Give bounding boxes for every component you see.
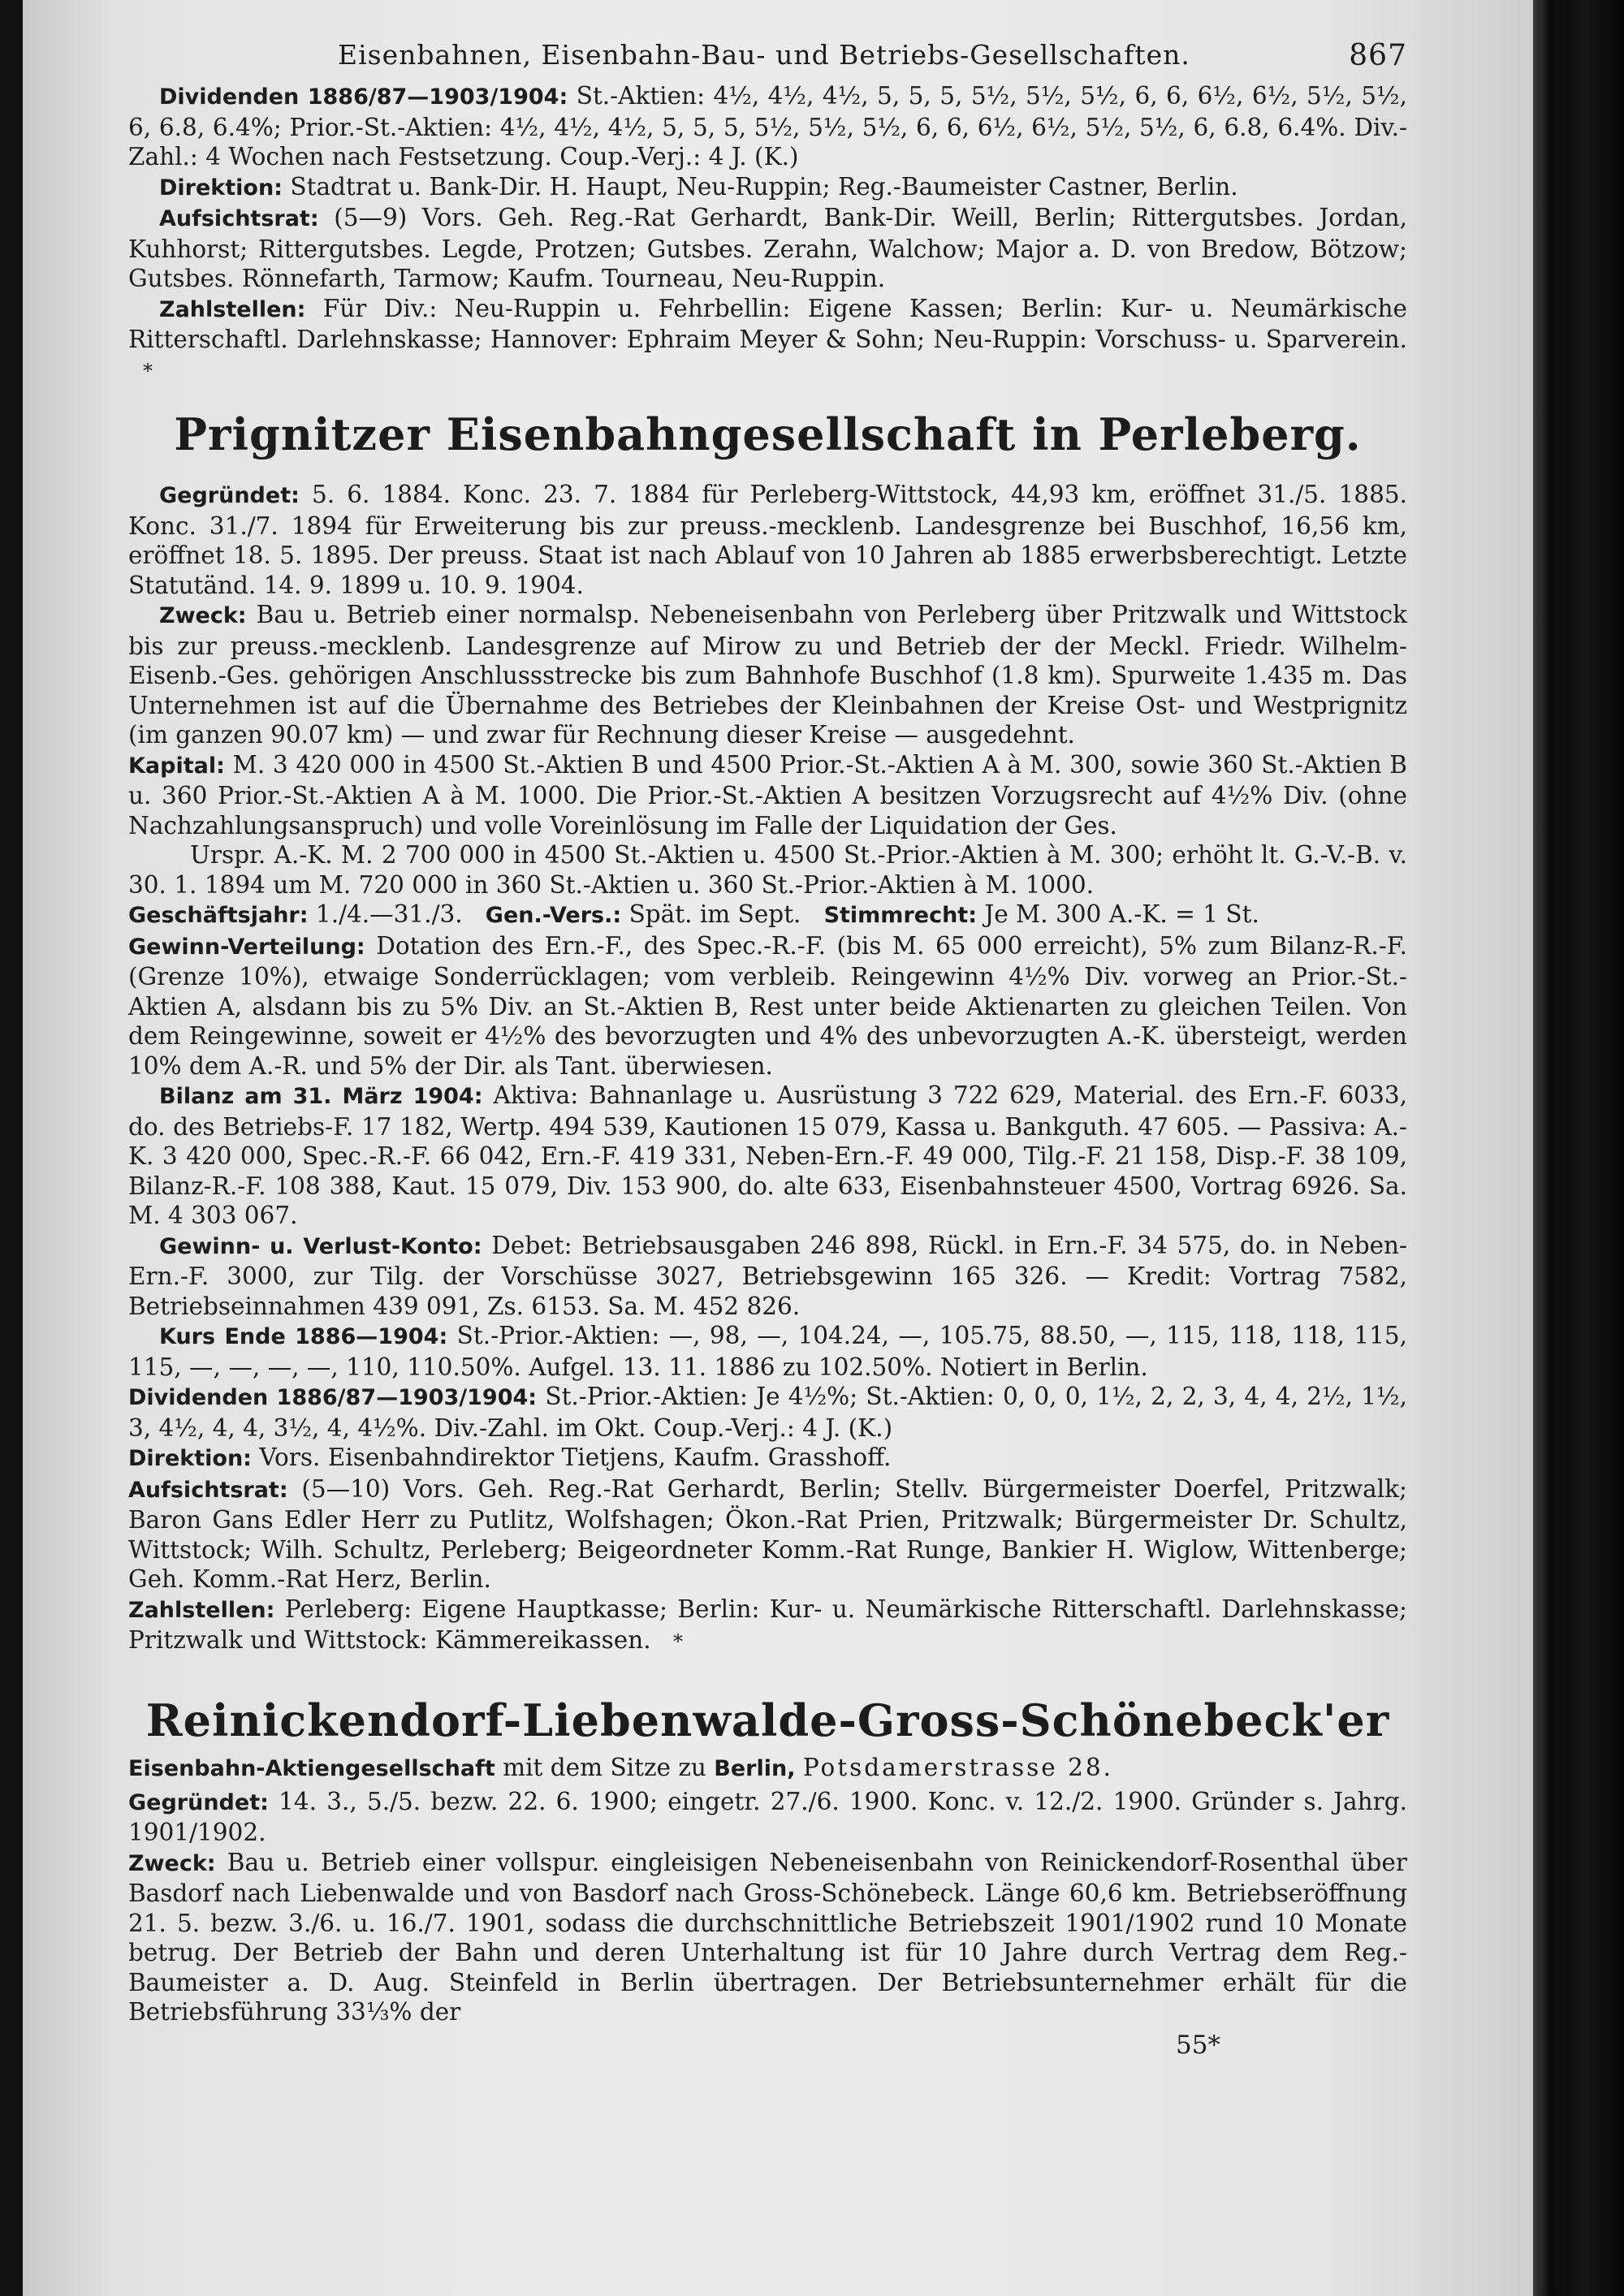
prev-aufsichtsrat xyxy=(128,203,1407,294)
prignitzer-gv-text: Spät. im Sept. xyxy=(628,900,801,928)
signature-mark: 55* xyxy=(1176,2030,1220,2060)
reinickendorf-gegruendet xyxy=(128,1787,1407,1848)
prignitzer-kapital-urspr: Urspr. A.-K. M. 2 700 000 in 4500 St.-Aktien u. 4500 St.-Prior.-Aktien à M. 300; erhöht lt. G.-V.-B. v. 30. 1. 1894 um M. 720 000 in 360 St.-Aktien u. 360 St.-Prior.-Aktien à M. 1000. xyxy=(128,841,1407,899)
prev-zahlstellen-label: Zahlstellen: xyxy=(159,296,306,322)
prev-direktion-text: Stadtrat u. Bank-Dir. H. Haupt, Neu-Ruppin; Reg.-Baumeister Castner, Berlin. xyxy=(290,172,1238,201)
scan-left-edge xyxy=(0,0,23,2296)
prignitzer-div-label: Dividenden 1886/87—1903/1904: xyxy=(128,1385,538,1410)
reinickendorf-gegruendet-text: 14. 3., 5./5. bezw. 22. 6. 1900; eingetr. 27./6. 1900. Konc. v. 12./2. 1900. Gründer s. Jahrg. 1901/1902. xyxy=(128,1787,1407,1846)
prignitzer-stimm-label: Stimmrecht: xyxy=(823,903,977,928)
prignitzer-direktion-label: Direktion: xyxy=(128,1446,252,1471)
page-number: 867 xyxy=(1349,39,1407,72)
prev-end-star: * xyxy=(143,359,153,382)
prignitzer-kapital xyxy=(128,750,1407,841)
prignitzer-kurs xyxy=(128,1321,1407,1382)
prev-dividenden-text: St.-Aktien: 4½, 4½, 4½, 5, 5, 5, 5½, 5½, 5½, 6, 6, 6½, 6½, 5½, 5½, 6, 6.8, 6.4%; Prior.-St.-Aktien: 4½, 4½, 4½, 5, 5, 5, 5½, 5½, 5½, 6, 6, 6½, 6½, 5½, 5½, 6, 6.8, 6.4%. Div.-Zahl.: 4 Wochen nach Festsetzung. Coup.-Verj.: 4 J. (K.) xyxy=(128,82,1407,170)
prignitzer-ar-text: (5—10) Vors. Geh. Reg.-Rat Gerhardt, Berlin; Stellv. Bürgermeister Doerfel, Pritzwalk; Baron Gans Edler Herr zu Putlitz, Wolfshagen; Ökon.-Rat Prien, Pritzwalk; Bürgermeister Dr. Schultz, Wittstock; Wilh. Schultz, Perleberg; Beigeordneter Komm.-Rat Runge, Bankier H. Wiglow, Wittenberge; Geh. Komm.-Rat Herz, Berlin. xyxy=(128,1474,1407,1593)
prignitzer-gv-label: Gen.-Vers.: xyxy=(485,903,622,928)
prignitzer-kapital-text: M. 3 420 000 in 4500 St.-Aktien B und 4500 Prior.-St.-Aktien A à M. 300, sowie 360 St.-Aktien B u. 360 Prior.-St.-Aktien A à M. 1000. Die Prior.-St.-Aktien A besitzen Vorzugsrecht auf 4½% Div. (ohne Nachzahlungsanspruch) und volle Voreinlösung im Falle der Liquidation der Ges. xyxy=(128,750,1407,839)
reinickendorf-sub-addr: Potsdamerstrasse 28. xyxy=(802,1753,1113,1781)
prignitzer-stimm-text: Je M. 300 A.-K. = 1 St. xyxy=(984,900,1259,928)
page-content xyxy=(128,39,1407,2060)
prignitzer-gegruendet-label: Gegründet: xyxy=(159,483,300,508)
reinickendorf-sub-mid: mit dem Sitze zu xyxy=(503,1753,706,1781)
prignitzer-gj-label: Geschäftsjahr: xyxy=(128,903,309,928)
prignitzer-zweck-text: Bau u. Betrieb einer normalsp. Nebeneisenbahn von Perleberg über Pritzwalk und Wittstock bis zur preuss.-mecklenb. Landesgrenze auf Mirow zu und Betrieb der der Meckl. Friedr. Wilhelm-Eisenb.-Ges. gehörigen Anschlussstrecke bis zum Bahnhofe Buschhof (1.8 km). Spurweite 1.435 m. Das Unternehmen ist auf die Übernahme des Betriebes der Kleinbahnen der Kreise Ost- und Westprignitz (im ganzen 90.07 km) — und zwar für Rechnung dieser Kreise — ausgedehnt. xyxy=(128,601,1407,749)
prignitzer-kurs-label: Kurs Ende 1886—1904: xyxy=(159,1324,448,1349)
scan-right-edge xyxy=(1533,0,1624,2296)
prignitzer-geschaeftsjahr xyxy=(128,900,1407,931)
prignitzer-zahl-text: Perleberg: Eigene Hauptkasse; Berlin: Kur- u. Neumärkische Ritterschaftl. Darlehnskasse; Pritzwalk und Wittstock: Kämmereikassen. xyxy=(128,1595,1407,1654)
reinickendorf-gegruendet-label: Gegründet: xyxy=(128,1789,269,1815)
reinickendorf-sub-city: Berlin, xyxy=(714,1755,796,1781)
prignitzer-gegruendet-text: 5. 6. 1884. Konc. 23. 7. 1884 für Perleberg-Wittstock, 44,93 km, eröffnet 31./5. 1885. Konc. 31./7. 1894 für Erweiterung bis zur preuss.-mecklenb. Landesgrenze bei Buschhof, 16,56 km, eröffnet 18. 5. 1895. Der preuss. Staat ist nach Ablauf von 10 Jahren ab 1885 erwerbsberechtigt. Letzte Statutänd. 14. 9. 1899 u. 10. 9. 1904. xyxy=(128,481,1407,599)
prignitzer-guv xyxy=(128,1231,1407,1322)
prignitzer-gewinnvert-text: Dotation des Ern.-F., des Spec.-R.-F. (bis M. 65 000 erreicht), 5% zum Bilanz-R.-F. (Grenze 10%), etwaige Sonderrücklagen; vom verbleib. Reingewinn 4½% Div. vorweg an Prior.-St.-Aktien A, alsdann bis zu 5% Div. an St.-Aktien B, Rest unter beide Aktienarten zu gleichen Teilen. Von dem Reingewinne, soweit er 4½% des bevorzugten und 4% des unbevorzugten A.-K. übersteigt, werden 10% dem A.-R. und 5% der Dir. als Tant. überwiesen. xyxy=(128,931,1407,1080)
prignitzer-gewinnvert-label: Gewinn-Verteilung: xyxy=(128,934,365,960)
prignitzer-end-star: * xyxy=(672,1630,683,1653)
prignitzer-kurs-text: St.-Prior.-Aktien: —, 98, —, 104.24, —, 105.75, 88.50, —, 115, 118, 118, 115, 115, —, —, —, —, 110, 110.50%. Aufgel. 13. 11. 1886 zu 102.50%. Notiert in Berlin. xyxy=(128,1322,1407,1381)
prignitzer-bilanz-text: Aktiva: Bahnanlage u. Ausrüstung 3 722 629, Material. des Ern.-F. 6033, do. des Betriebs-F. 17 182, Wertp. 494 539, Kautionen 15 079, Kassa u. Bankguth. 47 605. — Passiva: A.-K. 3 420 000, Spec.-R.-F. 66 042, Ern.-F. 419 331, Neben-Ern.-F. 49 000, Tilg.-F. 21 158, Disp.-F. 38 109, Bilanz-R.-F. 108 388, Kaut. 15 079, Div. 153 900, do. alte 633, Eisenbahnsteuer 4500, Vortrag 6926. Sa. M. 4 303 067. xyxy=(128,1081,1407,1229)
prignitzer-guv-label: Gewinn- u. Verlust-Konto: xyxy=(159,1233,482,1259)
prignitzer-guv-text: Debet: Betriebsausgaben 246 898, Rückl. in Ern.-F. 34 575, do. in Neben-Ern.-F. 3000, zur Tilg. der Vorschüsse 3027, Betriebsgewinn 165 326. — Kredit: Vortrag 7582, Betriebseinnahmen 439 091, Zs. 6153. Sa. M. 452 826. xyxy=(128,1231,1407,1320)
prignitzer-gj-text: 1./4.—31./3. xyxy=(315,900,463,928)
prignitzer-zweck-label: Zweck: xyxy=(159,603,247,628)
prignitzer-aufsichtsrat xyxy=(128,1474,1407,1595)
prignitzer-bilanz xyxy=(128,1081,1407,1231)
prev-direktion-label: Direktion: xyxy=(159,175,283,201)
page xyxy=(23,0,1533,2296)
prignitzer-bilanz-label: Bilanz am 31. März 1904: xyxy=(159,1084,483,1109)
prignitzer-dividenden xyxy=(128,1382,1407,1443)
reinickendorf-sub-name: Eisenbahn-Aktiengesellschaft xyxy=(128,1755,495,1781)
reinickendorf-zweck xyxy=(128,1848,1407,2027)
prev-dividenden xyxy=(128,81,1407,172)
reinickendorf-subheading xyxy=(128,1753,1407,1784)
prev-zahlstellen-text: Für Div.: Neu-Ruppin u. Fehrbellin: Eigene Kassen; Berlin: Kur- u. Neumärkische Ritterschaftl. Darlehnskasse; Hannover: Ephraim Meyer & Sohn; Neu-Ruppin: Vorschuss- u. Sparverein. xyxy=(128,294,1407,353)
prev-aufsichtsrat-text: (5—9) Vors. Geh. Reg.-Rat Gerhardt, Bank-Dir. Weill, Berlin; Rittergutsbes. Jordan, Kuhhorst; Rittergutsbes. Legde, Protzen; Gutsbes. Zerahn, Walchow; Major a. D. von Bredow, Bötzow; Gutsbes. Rönnefarth, Tarmow; Kaufm. Tourneau, Neu-Ruppin. xyxy=(128,204,1407,292)
prignitzer-gegruendet xyxy=(128,480,1407,600)
prignitzer-direktion-text: Vors. Eisenbahndirektor Tietjens, Kaufm. Grasshoff. xyxy=(259,1444,892,1471)
prignitzer-zahl-label: Zahlstellen: xyxy=(128,1597,275,1623)
prignitzer-zahlstellen xyxy=(128,1595,1407,1657)
prev-direktion xyxy=(128,172,1407,204)
prignitzer-div-text: St.-Prior.-Aktien: Je 4½%; St.-Aktien: 0, 0, 0, 1½, 2, 2, 3, 4, 4, 2½, 1½, 3, 4½, 4, 4, 3½, 4, 4½%. Div.-Zahl. im Okt. Coup.-Verj.: 4 J. (K.) xyxy=(128,1383,1407,1442)
prignitzer-gewinnverteilung xyxy=(128,931,1407,1081)
running-title: Eisenbahnen, Eisenbahn-Bau- und Betriebs-Gesellschaften. xyxy=(338,39,1190,71)
prignitzer-kapital-label: Kapital: xyxy=(128,753,225,779)
prev-aufsichtsrat-label: Aufsichtsrat: xyxy=(159,206,319,231)
running-header xyxy=(128,39,1407,81)
company-heading-reinickendorf: Reinickendorf-Liebenwalde-Gross-Schönebeck'er xyxy=(145,1694,1390,1746)
prev-dividenden-label: Dividenden 1886/87—1903/1904: xyxy=(159,84,568,110)
reinickendorf-zweck-label: Zweck: xyxy=(128,1850,216,1876)
prignitzer-direktion xyxy=(128,1443,1407,1474)
prignitzer-zweck xyxy=(128,600,1407,750)
reinickendorf-zweck-text: Bau u. Betrieb einer vollspur. eingleisigen Nebeneisenbahn von Reinickendorf-Rosenthal über Basdorf nach Liebenwalde und von Basdorf nach Gross-Schönebeck. Länge 60,6 km. Betriebseröffnung 21. 5. bezw. 3./6. u. 16./7. 1901, sodass die durchschnittliche Betriebszeit 1901/1902 rund 10 Monate betrug. Der Betrieb der Bahn und deren Unterhaltung ist für 10 Jahre durch Vertrag dem Reg.-Baumeister a. D. Aug. Steinfeld in Berlin übertragen. Der Betriebsunternehmer erhält für die Betriebsführung 33⅓% der xyxy=(128,1848,1407,2026)
prignitzer-ar-label: Aufsichtsrat: xyxy=(128,1477,288,1503)
prev-zahlstellen xyxy=(128,294,1407,386)
company-heading-prignitzer: Prignitzer Eisenbahngesellschaft in Perleberg. xyxy=(174,408,1362,460)
